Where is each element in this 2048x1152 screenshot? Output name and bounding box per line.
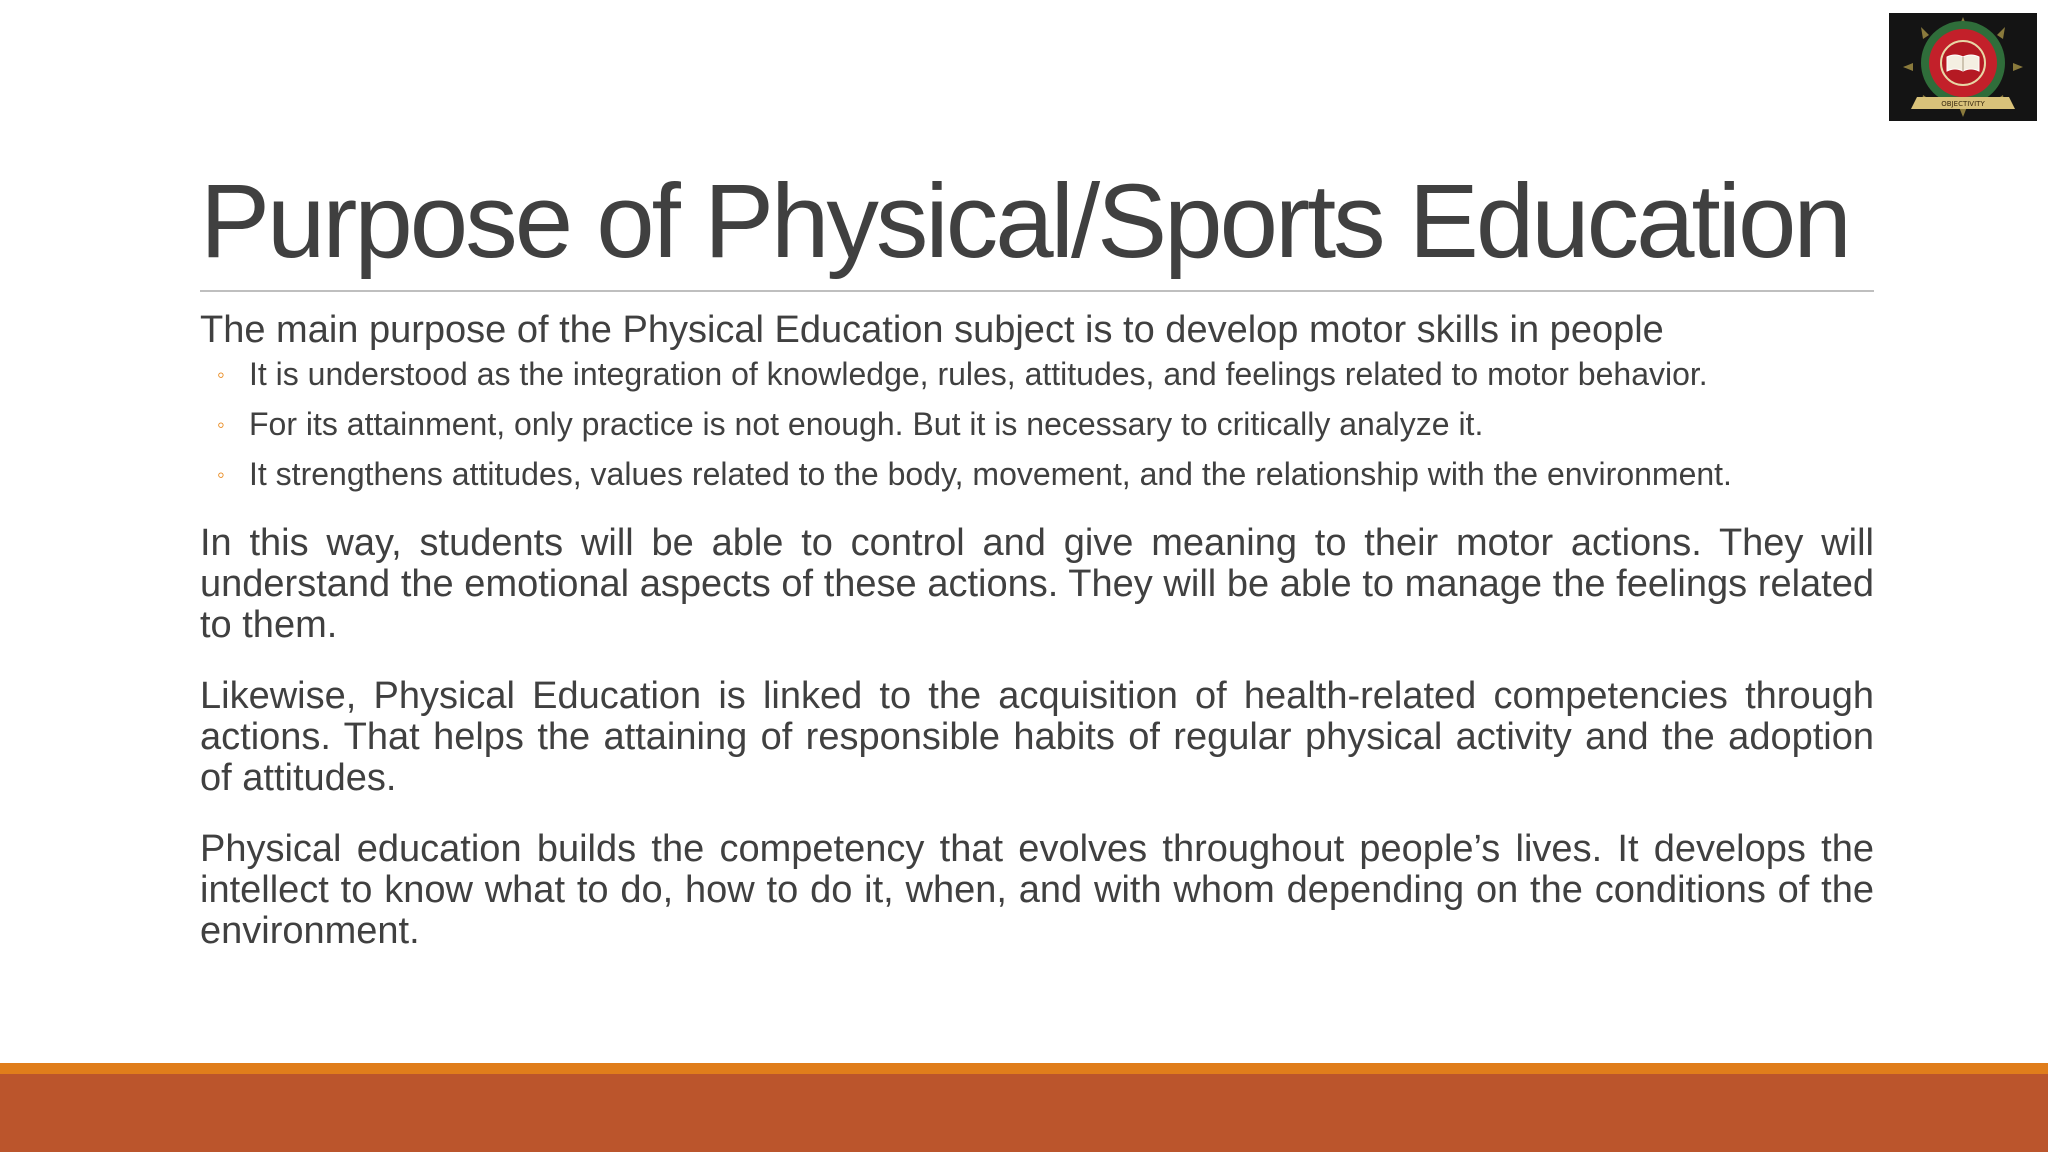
paragraph-health-competencies: Likewise, Physical Education is linked to the acquisition of health-related competencies through actions. That helps the attaining of responsible habits of regular physical activity and the adoption of attitudes.	[200, 675, 1874, 799]
slide-title: Purpose of Physical/Sports Education	[200, 163, 1849, 280]
bullet-list	[200, 356, 1874, 493]
institution-seal-book-icon	[1889, 13, 2037, 121]
bullet-marker-icon: ◦	[217, 362, 225, 387]
bullet-item	[200, 456, 1874, 493]
logo-motto-text: OBJECTIVITY	[1941, 100, 1985, 108]
footer-band	[0, 1074, 2048, 1152]
institution-logo	[1889, 13, 2037, 121]
lead-sentence: The main purpose of the Physical Education subject is to develop motor skills in people	[200, 309, 1664, 351]
footer-accent-stripe	[0, 1063, 2048, 1074]
bullet-text: For its attainment, only practice is not enough. But it is necessary to critically analyze it.	[249, 406, 1484, 442]
bullet-marker-icon: ◦	[217, 412, 225, 437]
bullet-marker-icon: ◦	[217, 462, 225, 487]
bullet-item	[200, 356, 1874, 393]
bullet-text: It strengthens attitudes, values related to the body, movement, and the relationship with the environment.	[249, 456, 1732, 492]
slide-body	[200, 308, 1874, 952]
paragraph-lifelong-competency: Physical education builds the competency that evolves throughout people’s lives. It develops the intellect to know what to do, how to do it, when, and with whom depending on the conditions of the environment.	[200, 828, 1874, 952]
bullet-text: It is understood as the integration of knowledge, rules, attitudes, and feelings related to motor behavior.	[249, 356, 1708, 392]
bullet-item	[200, 406, 1874, 443]
title-divider	[200, 290, 1874, 292]
paragraph-motor-actions: In this way, students will be able to control and give meaning to their motor actions. They will understand the emotional aspects of these actions. They will be able to manage the feelings related to them.	[200, 522, 1874, 646]
